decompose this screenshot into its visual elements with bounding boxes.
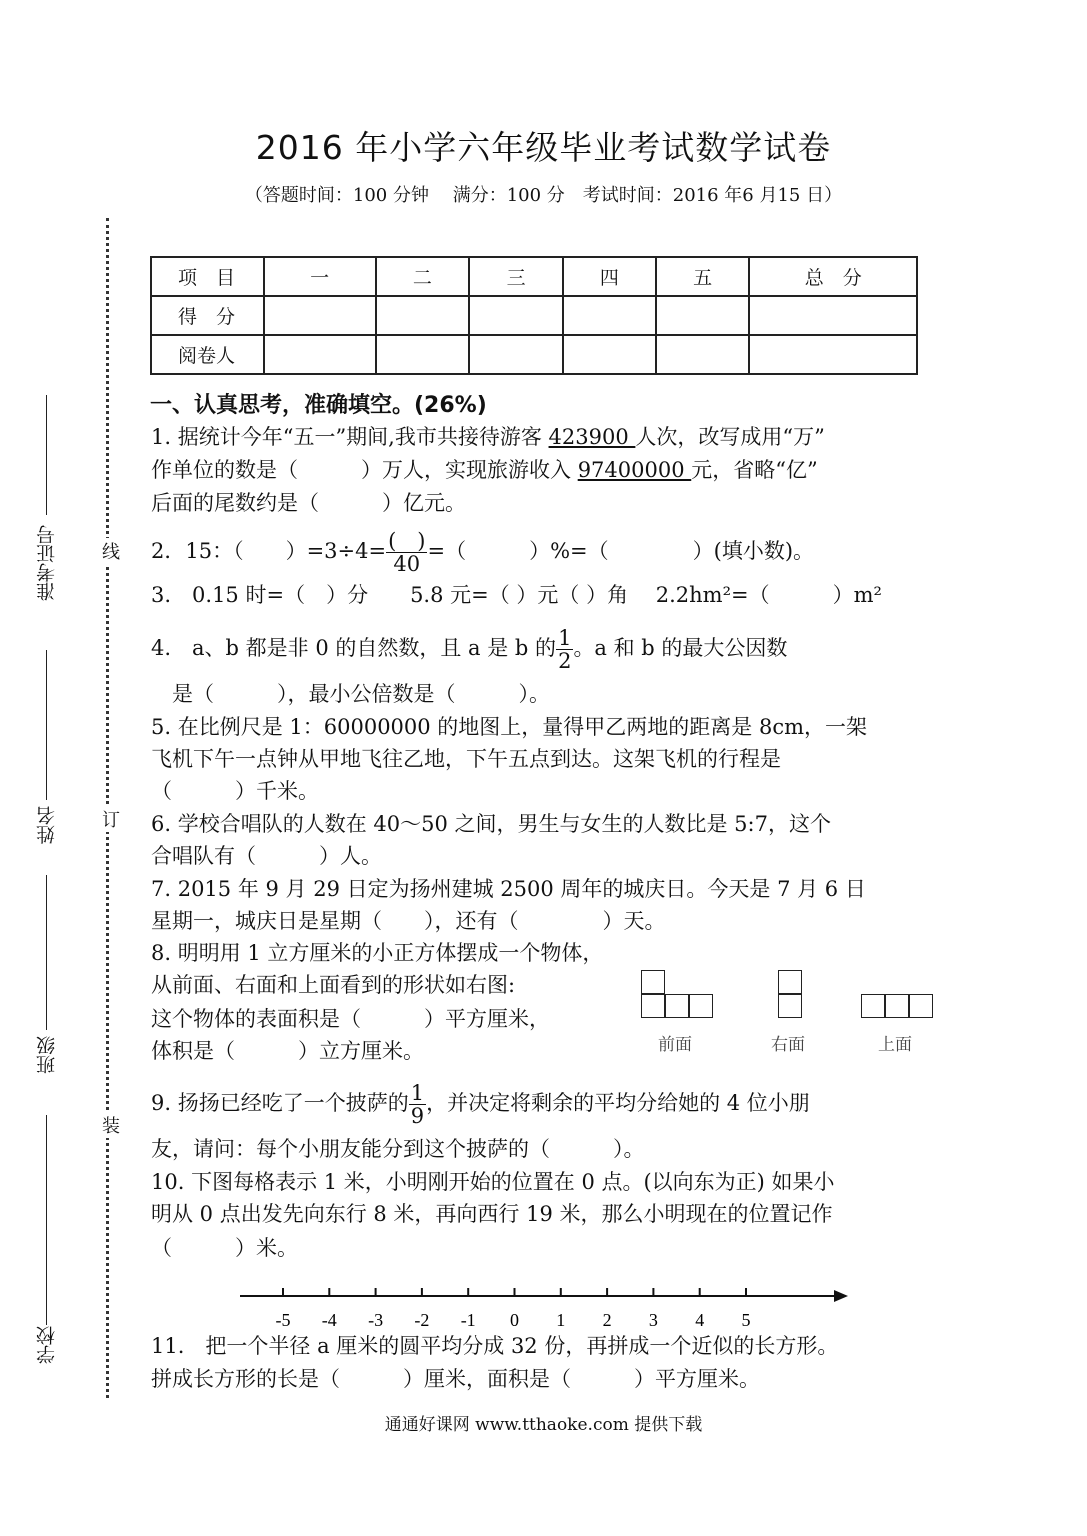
question-9-line-1: 9. 扬扬已经吃了一个披萨的 $\frac{1}{9}$ ，并决定将剩余的平均分给她的 4 位小朋	[151, 1081, 810, 1128]
fraction: $\frac{( )}{40}$	[388, 529, 426, 576]
score-cell[interactable]	[656, 296, 750, 335]
footer-source: 通通好课网 www.tthaoke.com 提供下载	[384, 1415, 703, 1435]
number-line-label: -3	[368, 1310, 384, 1330]
question-7-line-1: 7. 2015 年 9 月 29 日定为扬州建城 2500 周年的城庆日。今天是 7 月 6 日	[151, 877, 866, 901]
number-line-label: -4	[321, 1310, 337, 1330]
grader-cell[interactable]	[264, 335, 376, 374]
question-1-line-3: 后面的尾数约是（ ）亿元。	[151, 491, 466, 515]
grader-cell[interactable]	[749, 335, 917, 374]
header-cell: 项 目	[151, 257, 264, 296]
margin-label-name: 姓名	[36, 806, 58, 844]
question-4-line-1: 4. a、b 都是非 0 的自然数，且 a 是 b 的 $\frac{1}{2}$ 。a 和 b 的最大公因数	[151, 626, 788, 673]
question-10-line-3: （ ）米。	[151, 1236, 298, 1260]
view-label-right: 右面	[771, 1035, 805, 1055]
question-1-line-2: 作单位的数是（ ）万人，实现旅游收入 97400000 元，省略“亿”	[151, 458, 818, 482]
question-3: 3. 0.15 时=（ ）分 5.8 元=（ ）元（ ）角 2.2hm²=（ ）m²	[151, 583, 882, 607]
question-5-line-2: 飞机下午一点钟从甲地飞往乙地，下午五点到达。这架飞机的行程是	[151, 747, 781, 771]
question-6-line-2: 合唱队有（ ）人。	[151, 844, 382, 868]
question-10-line-1: 10. 下图每格表示 1 米，小明刚开始的位置在 0 点。(以向东为正) 如果小	[151, 1170, 835, 1194]
question-11-line-2: 拼成长方形的长是（ ）厘米，面积是（ ）平方厘米。	[151, 1367, 760, 1391]
score-cell[interactable]	[376, 296, 470, 335]
question-8-line-2: 从前面、右面和上面看到的形状如右图:	[151, 973, 516, 997]
grader-cell[interactable]	[656, 335, 750, 374]
margin-label-school: 学校	[36, 1326, 58, 1364]
grader-cell[interactable]	[376, 335, 470, 374]
grader-cell[interactable]	[469, 335, 563, 374]
table-row	[151, 296, 917, 335]
score-cell[interactable]	[264, 296, 376, 335]
top-view-cube	[885, 994, 909, 1018]
row-label: 阅卷人	[151, 335, 264, 374]
section-heading: 一、认真思考，准确填空。(26%)	[150, 393, 487, 418]
margin-blank-line	[46, 650, 47, 800]
number-line-label: 4	[695, 1310, 705, 1330]
header-cell: 一	[264, 257, 376, 296]
question-7-line-2: 星期一，城庆日是星期（ ），还有（ ）天。	[151, 909, 666, 933]
number-line-label: 5	[741, 1310, 751, 1330]
front-view-cube	[641, 970, 665, 994]
question-5-line-3: （ ）千米。	[151, 779, 319, 803]
score-cell[interactable]	[749, 296, 917, 335]
fraction: $\frac{1}{9}$	[410, 1081, 425, 1128]
margin-blank-line	[46, 875, 47, 1030]
number-line-label: 0	[510, 1310, 519, 1330]
view-label-front: 前面	[658, 1035, 692, 1055]
table-row	[151, 335, 917, 374]
margin-label-exam-number: 准考证号	[36, 525, 58, 601]
right-view-cube	[778, 994, 802, 1018]
question-5-line-1: 5. 在比例尺是 1：60000000 的地图上，量得甲乙两地的距离是 8cm，一架	[151, 715, 868, 739]
cut-mark-line: 线	[102, 538, 120, 564]
cut-mark-pack: 装	[102, 1112, 120, 1138]
question-9-line-2: 友，请问：每个小朋友能分到这个披萨的（ ）。	[151, 1137, 645, 1161]
header-cell: 四	[563, 257, 656, 296]
question-8-line-4: 体积是（ ）立方厘米。	[151, 1039, 424, 1063]
number-line-arrow	[834, 1290, 848, 1302]
view-label-top: 上面	[878, 1035, 912, 1055]
fraction: $\frac{1}{2}$	[558, 626, 572, 673]
question-1-line-1: 1. 据统计今年“五一”期间,我市共接待游客 423900 人次，改写成用“万”	[151, 425, 825, 449]
question-2: 2．15：（ ）=3÷4= $\frac{( )}{40}$ =（ ）%=（ ）(填小数)。	[151, 529, 815, 576]
three-views-figure	[636, 966, 946, 1056]
question-8-line-1: 8. 明明用 1 立方厘米的小正方体摆成一个物体，	[151, 941, 604, 965]
top-view-cube	[861, 994, 885, 1018]
front-view-cube	[665, 994, 689, 1018]
page-title: 2016 年小学六年级毕业考试数学试卷	[255, 128, 832, 167]
top-view-cube	[909, 994, 933, 1018]
front-view-cube	[689, 994, 713, 1018]
number-line-label: 1	[556, 1310, 566, 1330]
header-cell: 三	[469, 257, 563, 296]
page-subtitle: （答题时间：100 分钟 满分：100 分 考试时间：2016 年6 月15 日）	[244, 185, 843, 206]
header-cell: 五	[656, 257, 750, 296]
right-view-cube	[778, 970, 802, 994]
number-line-label: -1	[460, 1310, 476, 1330]
score-table	[150, 256, 918, 375]
grader-cell[interactable]	[563, 335, 656, 374]
question-10-line-2: 明从 0 点出发先向东行 8 米，再向西行 19 米，那么小明现在的位置记作	[151, 1202, 833, 1226]
front-view-cube	[641, 994, 665, 1018]
number-line-label: 3	[648, 1310, 658, 1330]
cut-mark-bind: 订	[102, 806, 120, 832]
number-line-label: -2	[414, 1310, 430, 1330]
header-cell: 二	[376, 257, 470, 296]
row-label: 得 分	[151, 296, 264, 335]
question-6-line-1: 6. 学校合唱队的人数在 40～50 之间，男生与女生的人数比是 5:7，这个	[151, 812, 831, 836]
margin-blank-line	[46, 395, 47, 515]
table-header-row	[151, 257, 917, 296]
margin-label-class: 班级	[36, 1036, 58, 1074]
question-11-line-1: 11. 把一个半径 a 厘米的圆平均分成 32 份，再拼成一个近似的长方形。	[151, 1334, 839, 1358]
score-cell[interactable]	[469, 296, 563, 335]
header-cell: 总 分	[749, 257, 917, 296]
number-line-label: 2	[602, 1310, 612, 1330]
score-cell[interactable]	[563, 296, 656, 335]
number-line-label: -5	[275, 1310, 291, 1330]
question-4-line-2: 是（ ），最小公倍数是（ ）。	[151, 682, 550, 706]
question-8-line-3: 这个物体的表面积是（ ）平方厘米，	[151, 1007, 550, 1031]
